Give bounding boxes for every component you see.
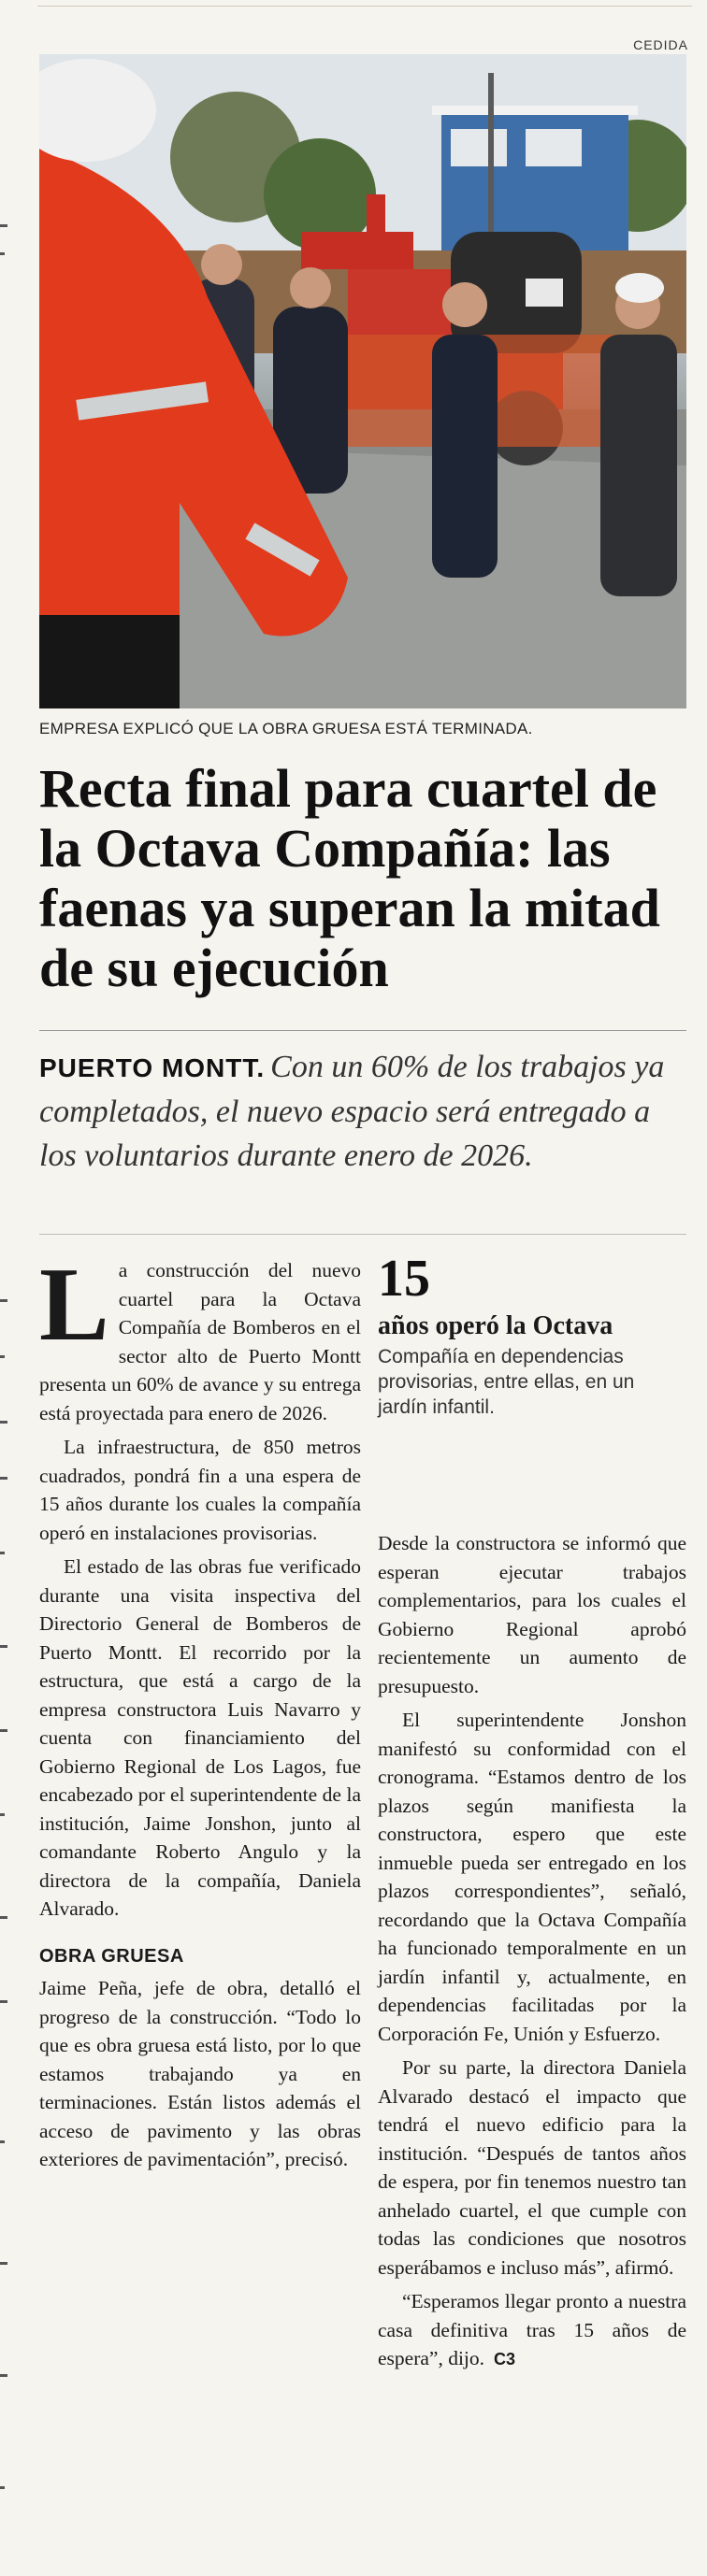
- photo-credit: CEDIDA: [633, 37, 688, 52]
- deck-rule: [39, 1030, 686, 1031]
- fact-number: 15: [378, 1250, 430, 1308]
- paragraph: Desde la constructora se informó que esperan ejecutar trabajos complementarios, para los cuales el Gobierno Regional aprobó recientemente un aumento de presupuesto.: [378, 1532, 686, 1697]
- section-rule: [39, 1234, 686, 1235]
- dateline: PUERTO MONTT.: [39, 1053, 266, 1082]
- top-rule: [37, 0, 692, 7]
- deck-text: Con un 60% de los trabajos ya completados, el nuevo espacio será entregado a los voluntarios durante enero de 2026.: [39, 1050, 665, 1173]
- construction-site-photo: [39, 54, 686, 708]
- article-column-right: [378, 1529, 686, 2380]
- fact-box: [378, 1252, 686, 1420]
- page-edge-clipped-text: [0, 56, 9, 2570]
- paragraph: El superintendente Jonshon manifestó su conformidad con el cronograma. “Estamos dentro de los plazos según manifiesta la constructora, espero que este inmueble pueda ser entregado en los plazos correspondientes”, señaló, recordando que la Octava Compañía ha funcionado temporalmente en un jardín infantil y, actualmente, en dependencias facilitadas por la Corporación Fe, Unión y Esfuerzo.: [378, 1709, 686, 2045]
- paragraph: La infraestructura, de 850 metros cuadrados, pondrá fin a una espera de 15 años durante los cuales la compañía operó en instalaciones provisorias.: [39, 1436, 361, 1544]
- deck: [39, 1045, 686, 1178]
- paragraph: La construcción del nuevo cuartel para la Octava Compañía de Bomberos en el sector alto de Puerto Montt presenta un 60% de avance y su entrega está proyectada para enero de 2026.: [39, 1247, 361, 1424]
- article-column-left: [39, 1247, 361, 2180]
- paragraph: El estado de las obras fue verificado durante una visita inspectiva del Directorio General de Bomberos de Puerto Montt. El recorrido por la estructura, que está a cargo de la empresa constructora Luis Navarro y cuenta con financiamiento del Gobierno Regional de Los Lagos, fue encabezado por el superintendente de la institución, Jaime Jonshon, junto al comandante Roberto Angulo y la directora de la compañía, Daniela Alvarado.: [39, 1555, 361, 1920]
- end-mark: C3: [494, 2350, 516, 2368]
- subheading: OBRA GRUESA: [39, 1945, 184, 1967]
- fact-text: Compañía en dependencias provisorias, entre ellas, en un jardín infantil.: [378, 1346, 635, 1418]
- paragraph: Jaime Peña, jefe de obra, detalló el progreso de la construcción. “Todo lo que es obra gruesa está listo, por lo que estamos trabajando ya en terminaciones. Están listos además el acceso de pavimento y las obras exteriores de pavimentación”, precisó.: [39, 1977, 361, 2170]
- photo-caption: EMPRESA EXPLICÓ QUE LA OBRA GRUESA ESTÁ TERMINADA.: [39, 720, 533, 737]
- drop-cap: L: [39, 1247, 109, 1363]
- news-photo: [39, 54, 686, 708]
- paragraph: Por su parte, la directora Daniela Alvarado destacó el impacto que tendrá el nuevo edificio para la institución. “Después de tantos años de espera, por fin tenemos nuestro tan anhelado cuartel, el que cumple con todas las condiciones que nosotros esperábamos e incluso más”, afirmó.: [378, 2056, 686, 2279]
- paragraph: “Esperamos llegar pronto a nuestra casa definitiva tras 15 años de espera”, dijo. C3: [378, 2290, 686, 2369]
- fact-title: años operó la Octava: [378, 1311, 613, 1340]
- headline: Recta final para cuartel de la Octava Compañía: las faenas ya superan la mitad de su ejecución: [39, 758, 660, 998]
